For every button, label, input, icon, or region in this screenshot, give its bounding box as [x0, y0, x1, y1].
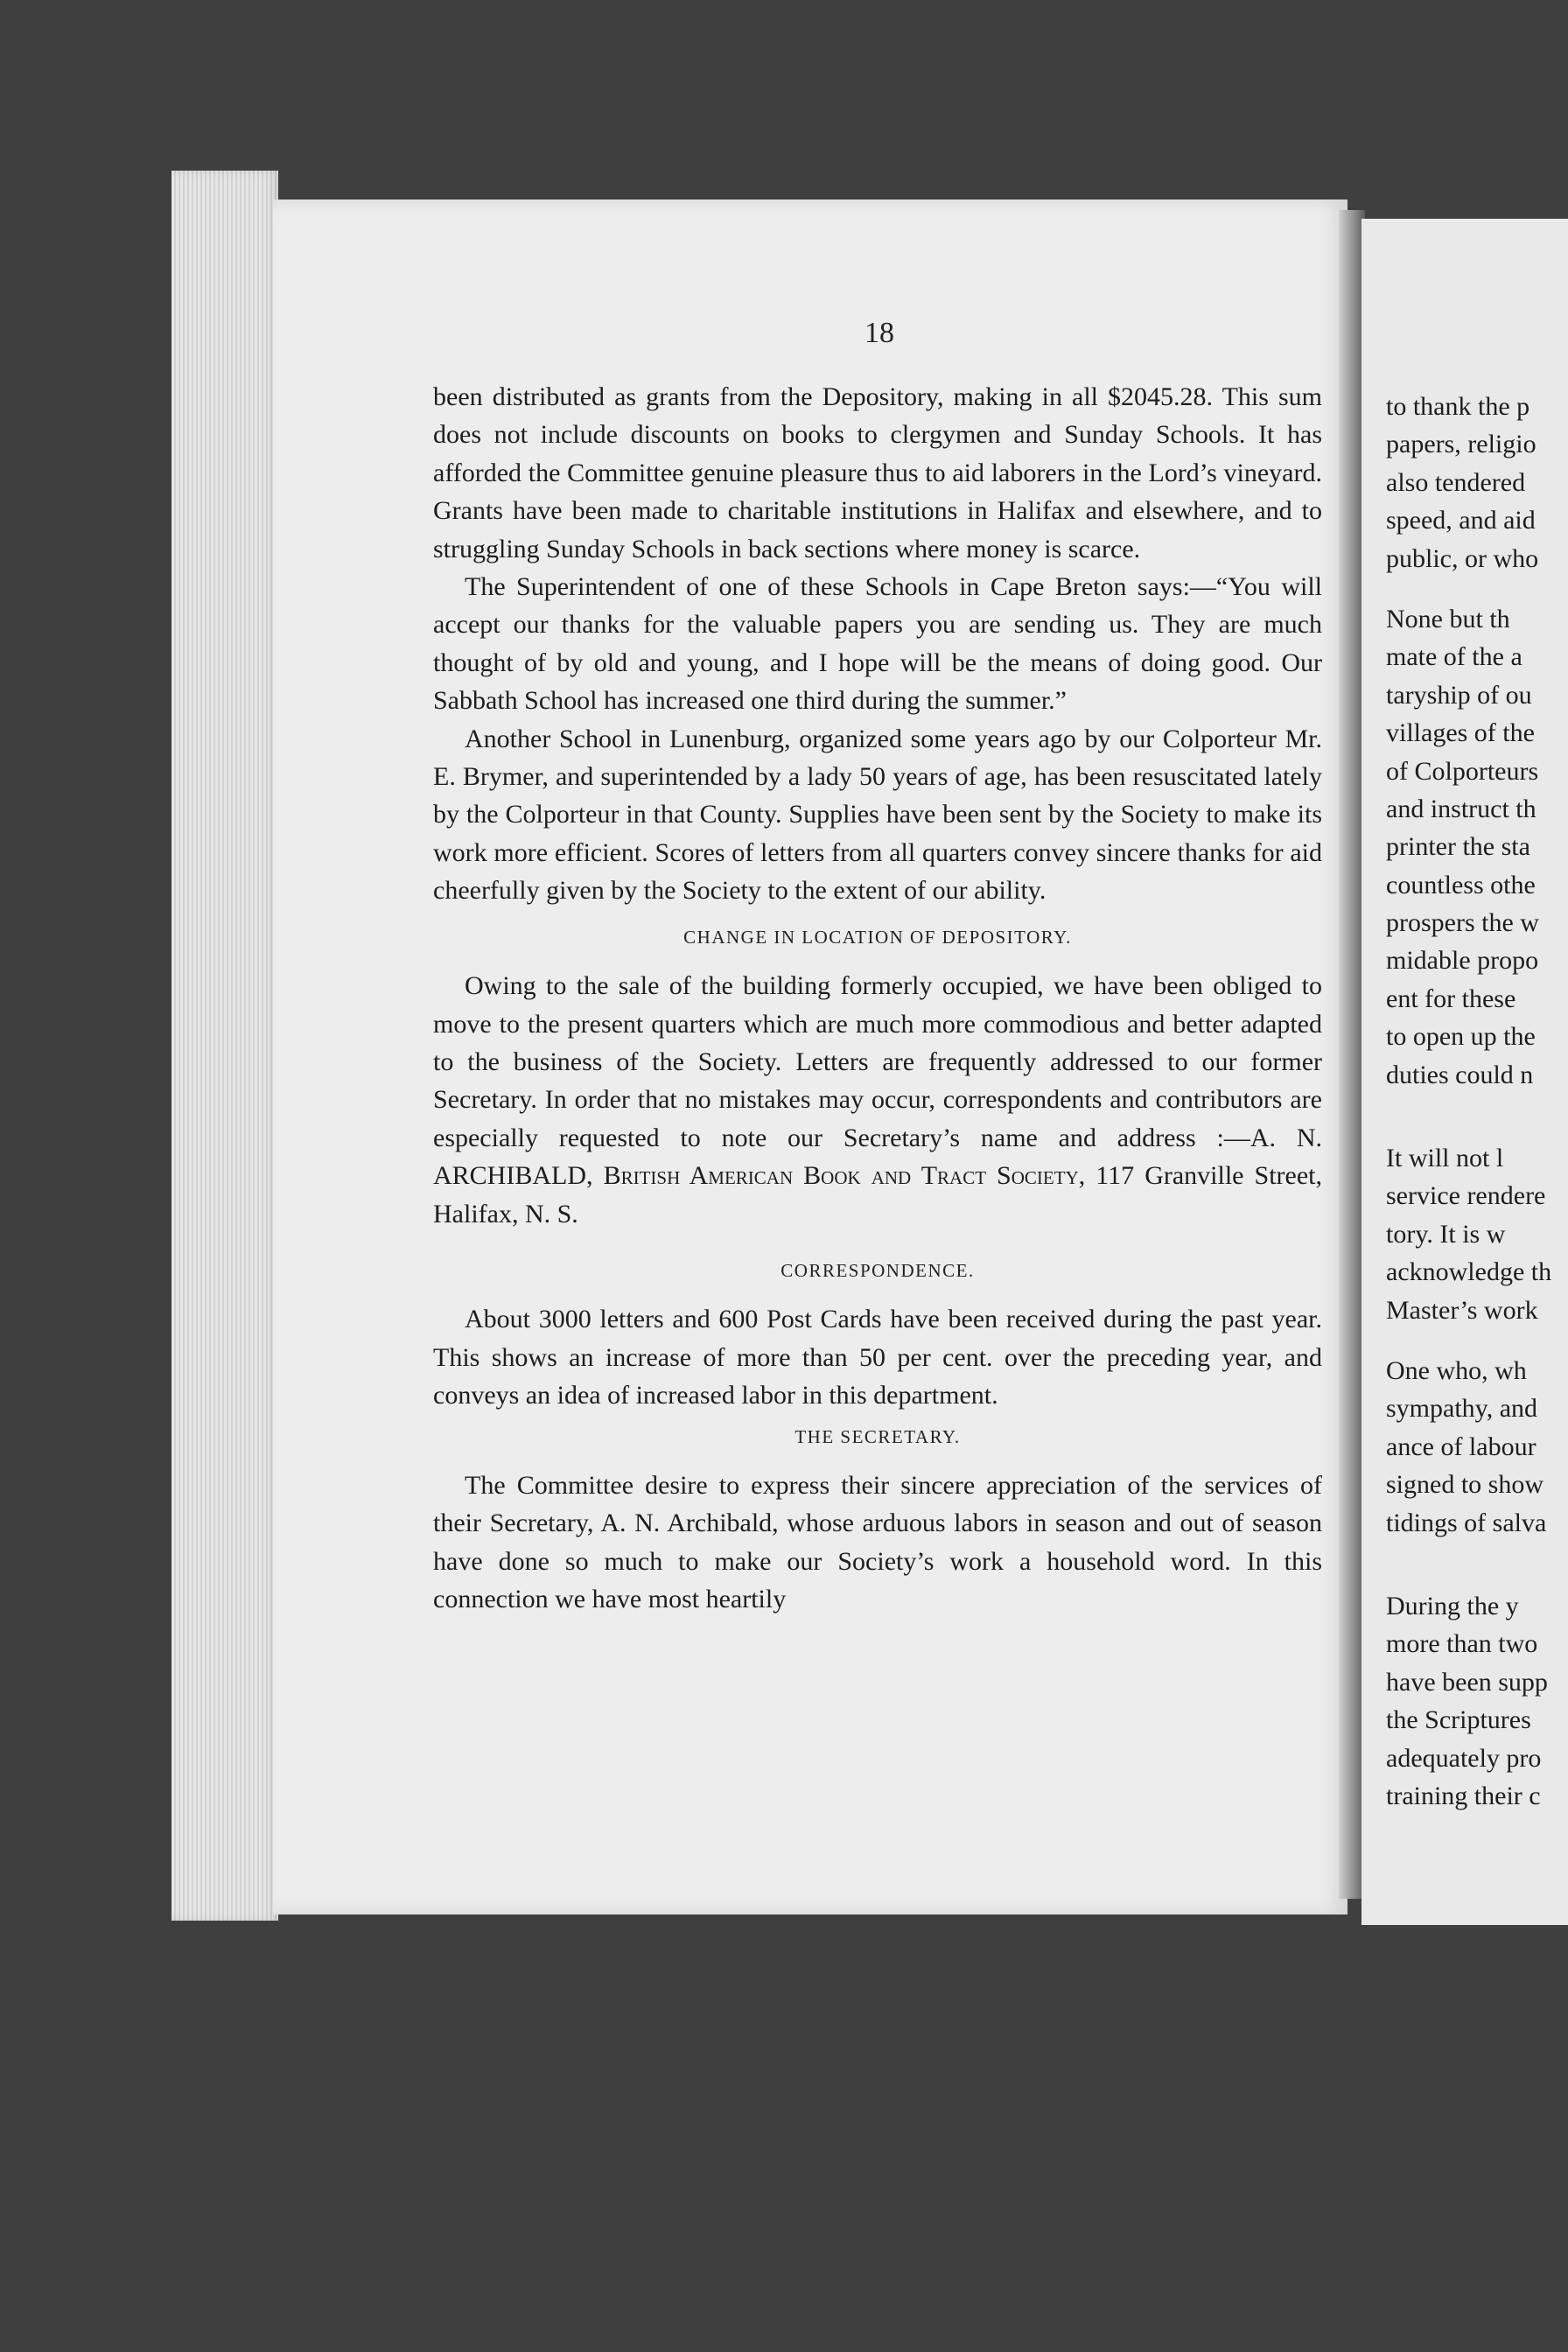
- right-page-line: One who, wh: [1386, 1355, 1527, 1385]
- right-page-line: [1386, 578, 1568, 600]
- right-page-line: also tendered: [1386, 467, 1526, 497]
- paragraph-grants: been distributed as grants from the Depository, making in all $2045.28. This sum does not include discounts on books to clergymen and Sunday Schools. It has afforded the Committee genuine pleasure thus to aid laborers in the Lord’s vineyard. Grants have been made to charitable institutions in Halifax and elsewhere, and to struggling Sunday Schools in back sections where money is scarce.: [433, 382, 1322, 564]
- heading-depository: CHANGE IN LOCATION OF DEPOSITORY.: [683, 926, 1072, 948]
- right-page-line: [1386, 1094, 1568, 1116]
- right-page-line: sympathy, and: [1386, 1394, 1538, 1424]
- paragraph-cape-breton: The Superintendent of one of these Schools in Cape Breton says:—“You will accept our thanks for the valuable papers you are sending us. They are much thought of by old and young, and I hope will be the means of doing good. Our Sabbath School has increased one third during the summer.”: [433, 572, 1322, 716]
- right-page-line: tidings of salva: [1386, 1508, 1547, 1537]
- right-page-line: to thank the p: [1386, 392, 1530, 421]
- right-page-line: mate of the a: [1386, 642, 1522, 672]
- right-page-line: prospers the w: [1386, 908, 1539, 938]
- right-page-line: and instruct th: [1386, 794, 1536, 823]
- right-page-line: adequately pro: [1386, 1743, 1542, 1773]
- paragraph-lunenburg: Another School in Lunenburg, organized some years ago by our Colporteur Mr. E. Brymer, and superintended by a lady 50 years of age, has been resuscitated lately by the Colporteur in that County. Supplies have been sent by the Society to make its work more efficient. Scores of letters from all quarters convey sincere thanks for aid cheerfully given by the Society to the extent of our ability.: [433, 724, 1322, 906]
- right-page-line: ent for these: [1386, 984, 1516, 1013]
- right-page-text: [1386, 388, 1568, 1815]
- right-page: [1362, 219, 1568, 1925]
- right-page-line: acknowledge th: [1386, 1257, 1552, 1287]
- page-number: 18: [864, 317, 894, 349]
- paragraph-secretary: The Committee desire to express their sincere appreciation of the services of their Secretary, A. N. Archibald, whose arduous labors in season and out of season have done so much to make our Society’s work a household word. In this connection we have most heartily: [433, 1470, 1322, 1614]
- right-page-line: Master’s work: [1386, 1295, 1538, 1325]
- right-page-line: villages of the: [1386, 718, 1535, 748]
- right-page-line: duties could n: [1386, 1060, 1534, 1089]
- paragraph-depository: [433, 967, 1322, 1233]
- right-page-line: ance of labour: [1386, 1432, 1536, 1461]
- right-page-line: taryship of ou: [1386, 680, 1532, 710]
- right-page-line: midable propo: [1386, 946, 1539, 976]
- right-page-line: papers, religio: [1386, 430, 1536, 459]
- right-page-line: to open up the: [1386, 1022, 1536, 1052]
- right-page-line: tory. It is w: [1386, 1219, 1506, 1249]
- heading-correspondence: CORRESPONDENCE.: [780, 1259, 975, 1281]
- left-page-text: [433, 378, 1322, 1619]
- depository-address: 117 Granville Street, Halifax, N. S.: [433, 1161, 1323, 1228]
- society-name: British American Book and Tract Society,: [603, 1161, 1086, 1191]
- right-page-line: It will not l: [1386, 1144, 1504, 1173]
- right-page-line: public, or who: [1386, 543, 1539, 573]
- right-page-line: training their c: [1386, 1781, 1541, 1810]
- paragraph-correspondence: About 3000 letters and 600 Post Cards have been received during the past year. This shows an increase of more than 50 per cent. over the preceding year, and conveys an idea of increased labor in this department.: [433, 1305, 1322, 1410]
- right-page-line: the Scriptures: [1386, 1705, 1531, 1735]
- right-page-line: printer the sta: [1386, 832, 1530, 862]
- right-page-line: signed to show: [1386, 1470, 1544, 1500]
- right-page-line: of Colporteurs: [1386, 756, 1539, 786]
- right-page-line: speed, and aid: [1386, 506, 1536, 536]
- right-page-line: [1386, 1116, 1568, 1139]
- right-page-line: service rendere: [1386, 1181, 1546, 1211]
- page-edges: [172, 171, 278, 1921]
- right-page-line: more than two: [1386, 1629, 1538, 1659]
- right-page-line: [1386, 1564, 1568, 1587]
- right-page-line: During the y: [1386, 1591, 1519, 1620]
- right-page-line: countless othe: [1386, 870, 1536, 900]
- heading-secretary: THE SECRETARY.: [794, 1425, 961, 1447]
- right-page-line: None but th: [1386, 604, 1510, 634]
- right-page-line: [1386, 1329, 1568, 1352]
- right-page-line: have been supp: [1386, 1667, 1548, 1697]
- right-page-line: [1386, 1542, 1568, 1564]
- depository-text-before: Owing to the sale of the building formerly occupied, we have been obliged to move to the present quarters which are much more commodious and better adapted to the business of the Society. Letters are frequently addressed to our former Secretary. In order that no mistakes may occur, correspondents and contributors are especially requested to note our Secretary’s name and address :—A. N. ARCHIBALD,: [433, 971, 1322, 1191]
